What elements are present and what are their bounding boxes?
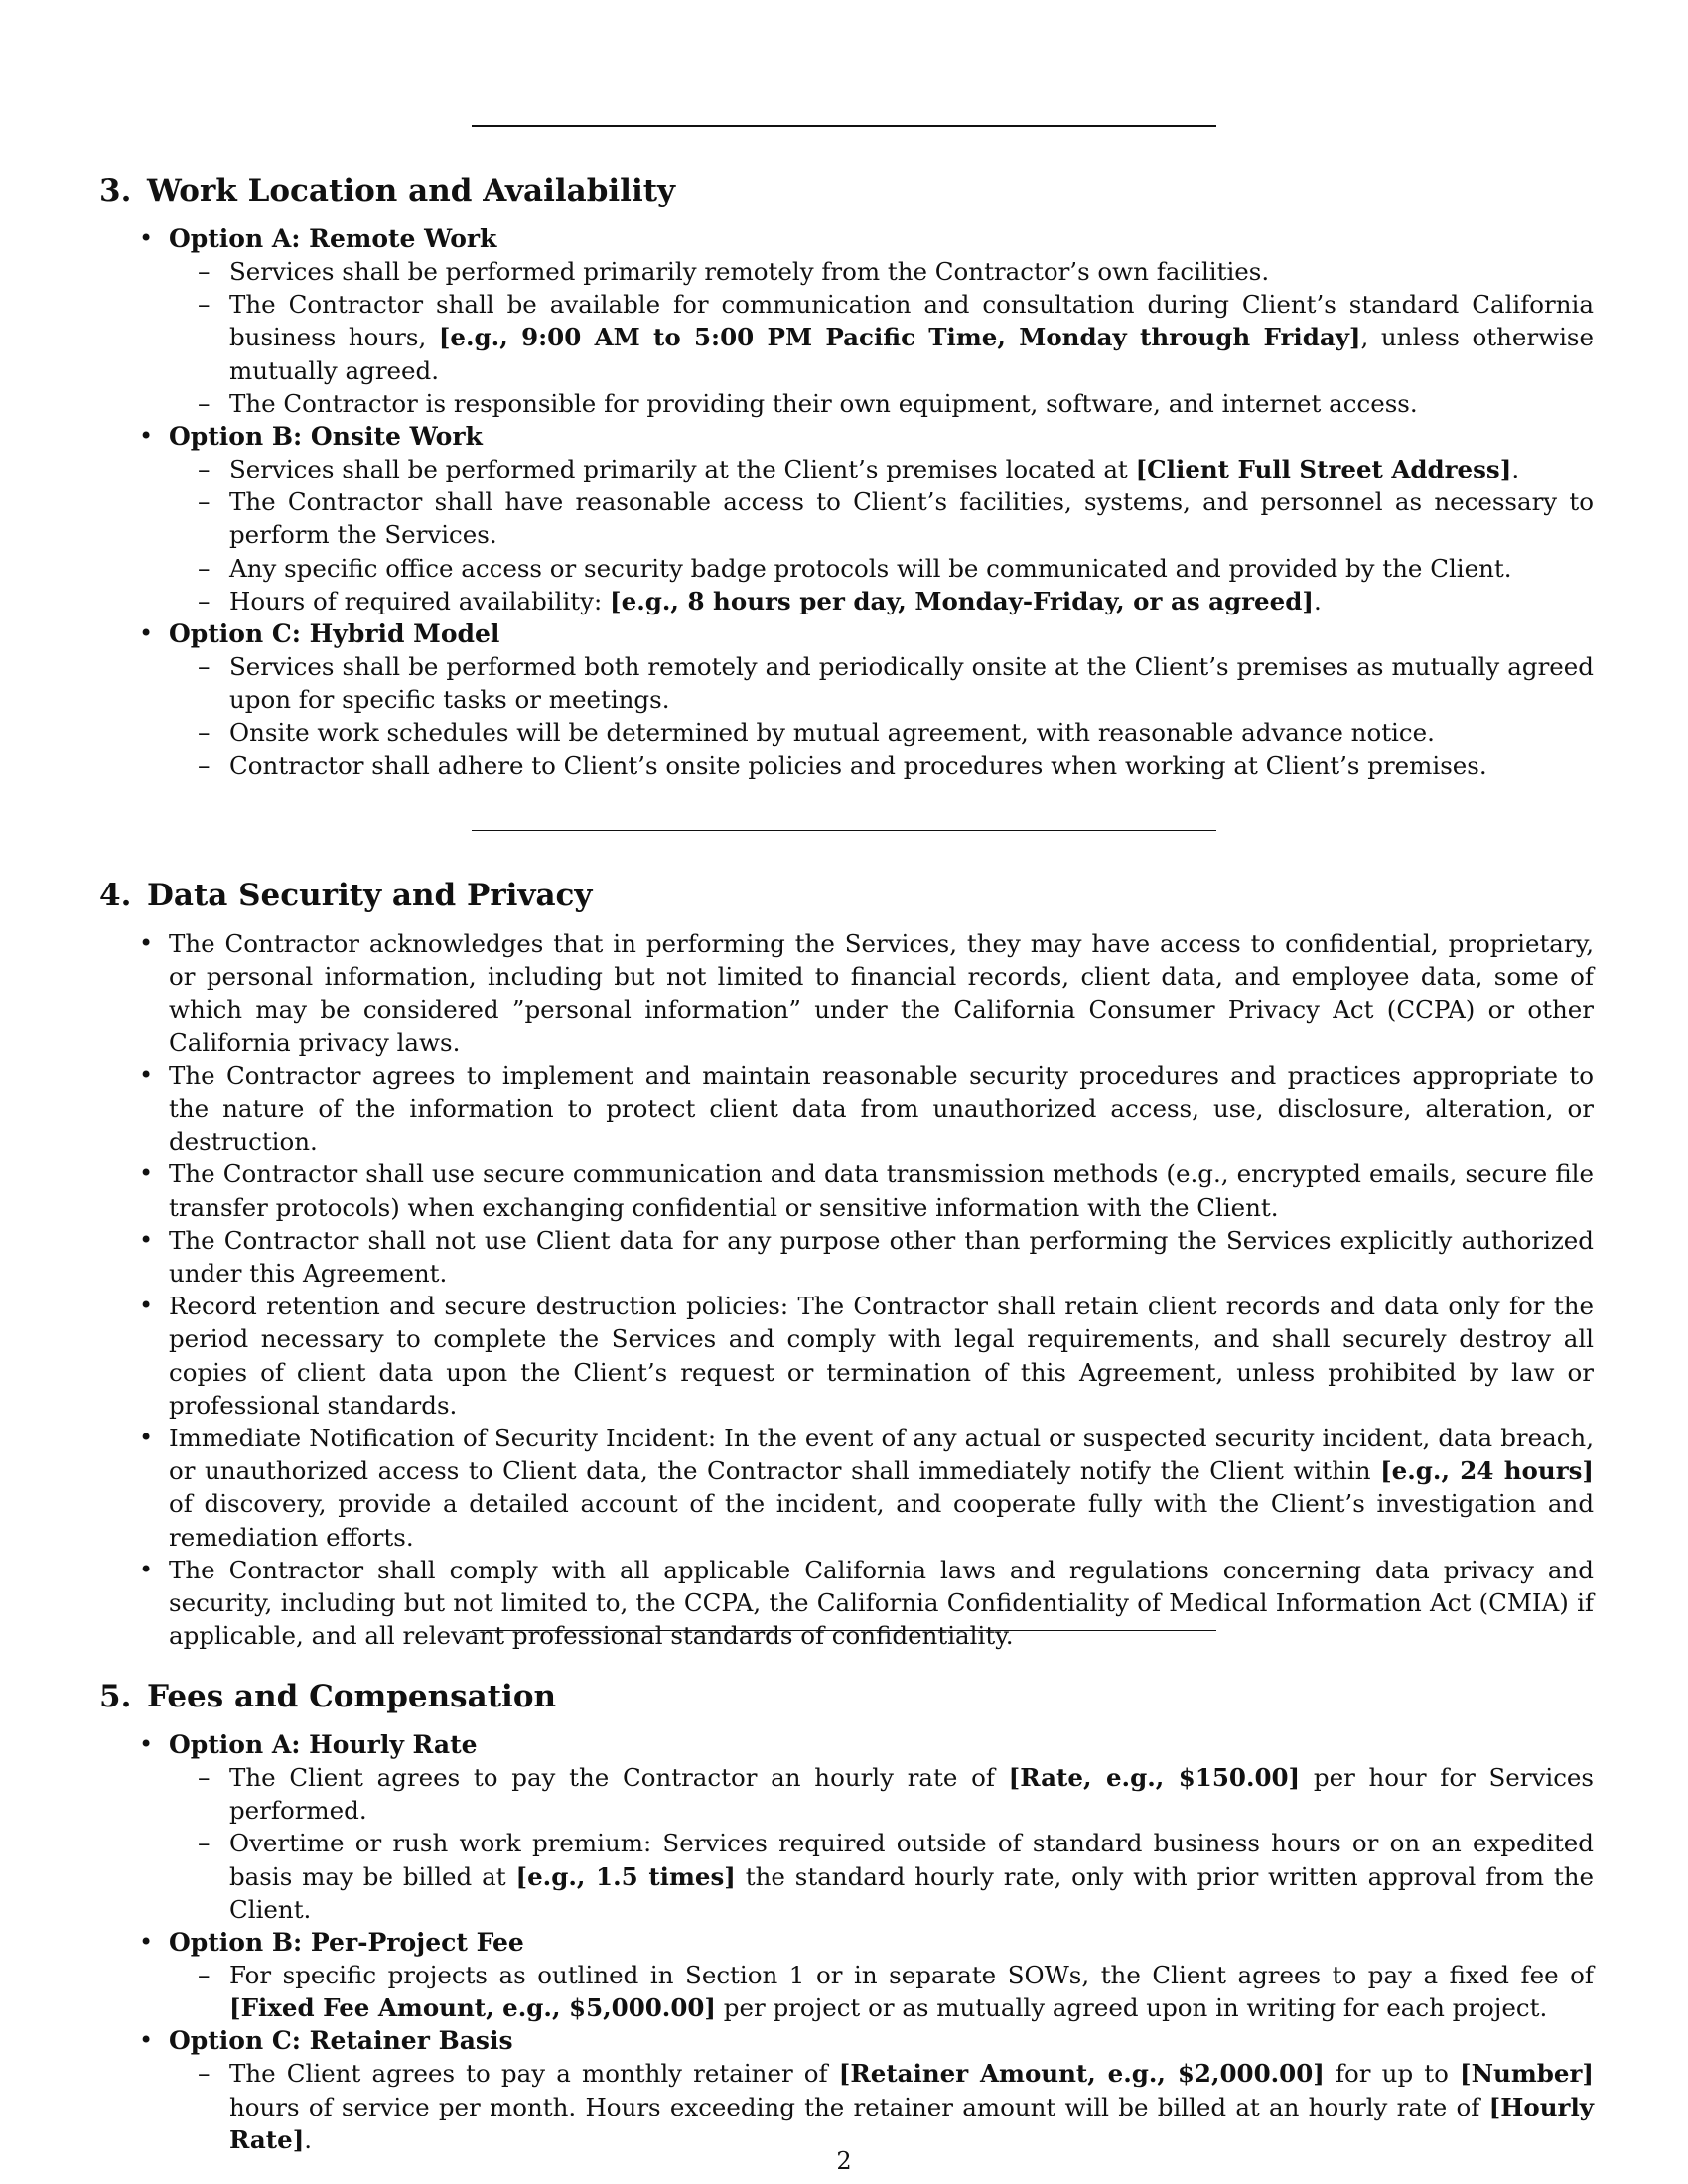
section-title: Data Security and Privacy <box>147 878 593 913</box>
list-item <box>169 2024 1594 2156</box>
list-item: • The Contractor shall use secure communication and data transmission methods (e.g., encrypted emails, secure file transfer protocols) when exchanging confidential or sensitive information with the Client. <box>169 1158 1594 1223</box>
list-item: – Services shall be performed primarily remotely from the Contractor’s own facilities. <box>229 255 1594 288</box>
sub-list <box>169 1761 1594 1926</box>
list-item: – The Client agrees to pay a monthly retainer of [Retainer Amount, e.g., $2,000.00] for up to [Number] hours of service per month. Hours exceeding the retainer amount will be billed at an hourly rate of [Hourly Rate]. <box>229 2057 1594 2156</box>
list-item: • The Contractor shall not use Client data for any purpose other than performing the Services explicitly authorized under this Agreement. <box>169 1224 1594 1290</box>
sub-list <box>169 2057 1594 2156</box>
option-title: • Option A: Hourly Rate <box>169 1730 478 1759</box>
sub-list <box>169 255 1594 420</box>
sub-list <box>169 453 1594 617</box>
list-item: – Services shall be performed both remotely and periodically onsite at the Client’s premises as mutually agreed upon for specific tasks or meetings. <box>229 650 1594 716</box>
list-item: • Immediate Notification of Security Incident: In the event of any actual or suspected security incident, data breach, or unauthorized access to Client data, the Contractor shall immediately notify the Client within [e.g., 24 hours] of discovery, provide a detailed account of the incident, and cooperate fully with the Client’s investigation and remediation efforts. <box>169 1422 1594 1554</box>
section-title: Work Location and Availability <box>147 173 676 208</box>
list-item: – Hours of required availability: [e.g., 8 hours per day, Monday-Friday, or as agreed]. <box>229 585 1594 617</box>
placeholder-field: [e.g., 24 hours] <box>1380 1456 1594 1486</box>
placeholder-field: [Fixed Fee Amount, e.g., $5,000.00] <box>229 1993 716 2023</box>
placeholder-field: [Retainer Amount, e.g., $2,000.00] <box>838 2059 1325 2089</box>
section-5 <box>99 1677 1594 2156</box>
list-item <box>169 1728 1594 1926</box>
sub-list <box>169 1959 1594 2024</box>
section-heading: 3. Work Location and Availability <box>99 173 676 208</box>
list-item: • Record retention and secure destruction policies: The Contractor shall retain client records and data only for the period necessary to complete the Services and comply with legal requirements, and shall securely destroy all copies of client data upon the Client’s request or termination of this Agreement, unless prohibited by law or professional standards. <box>169 1290 1594 1422</box>
bullet-list <box>99 927 1594 1652</box>
placeholder-field: [Number] <box>1460 2059 1594 2089</box>
option-title: • Option C: Hybrid Model <box>169 619 500 649</box>
list-item: • The Contractor agrees to implement and maintain reasonable security procedures and practices appropriate to the nature of the information to protect client data from unauthorized access, use, disclosure, alteration, or destruction. <box>169 1059 1594 1159</box>
placeholder-field: [e.g., 9:00 AM to 5:00 PM Pacific Time, Monday through Friday] <box>438 323 1361 352</box>
placeholder-field: [Rate, e.g., $150.00] <box>1008 1763 1301 1792</box>
sub-list <box>169 650 1594 782</box>
horizontal-rule <box>472 830 1216 831</box>
section-title: Fees and Compensation <box>147 1679 557 1714</box>
list-item: • The Contractor shall comply with all applicable California laws and regulations concerning data privacy and security, including but not limited to, the CCPA, the California Confidentiality of Medical Information Act (CMIA) if applicable, and all relevant professional standards of confidentiality. <box>169 1554 1594 1653</box>
section-4 <box>99 876 1594 1652</box>
option-title: • Option C: Retainer Basis <box>169 2026 513 2056</box>
list-item: – Onsite work schedules will be determined by mutual agreement, with reasonable advance notice. <box>229 716 1594 749</box>
list-item: – Any specific office access or security badge protocols will be communicated and provided by the Client. <box>229 552 1594 585</box>
list-item: • The Contractor acknowledges that in performing the Services, they may have access to confidential, proprietary, or personal information, including but not limited to financial records, client data, and employee data, some of which may be considered ”personal information” under the California Consumer Privacy Act (CCPA) or other California privacy laws. <box>169 927 1594 1059</box>
list-item <box>169 420 1594 617</box>
list-item: – The Contractor shall be available for communication and consultation during Client’s standard California business hours, [e.g., 9:00 AM to 5:00 PM Pacific Time, Monday through Friday], unless otherwise mutually agreed. <box>229 288 1594 387</box>
placeholder-field: [Client Full Street Address] <box>1135 455 1512 484</box>
option-list <box>99 1728 1594 2156</box>
list-item: – The Contractor is responsible for providing their own equipment, software, and internet access. <box>229 387 1594 420</box>
placeholder-field: [e.g., 8 hours per day, Monday-Friday, or as agreed] <box>610 586 1314 615</box>
placeholder-field: [e.g., 1.5 times] <box>515 1861 736 1891</box>
placeholder-field: [Hourly Rate] <box>229 2092 1594 2154</box>
option-title: • Option A: Remote Work <box>169 224 497 253</box>
list-item: – Overtime or rush work premium: Services required outside of standard business hours or on an expedited basis may be billed at [e.g., 1.5 times] the standard hourly rate, only with prior written approval from the Client. <box>229 1827 1594 1926</box>
option-title: • Option B: Per-Project Fee <box>169 1928 524 1958</box>
page-number: 2 <box>836 2147 852 2175</box>
option-title: • Option B: Onsite Work <box>169 422 483 452</box>
list-item <box>169 1926 1594 2024</box>
list-item: – The Contractor shall have reasonable access to Client’s facilities, systems, and personnel as necessary to perform the Services. <box>229 485 1594 551</box>
section-3 <box>99 171 1594 782</box>
list-item: – Contractor shall adhere to Client’s onsite policies and procedures when working at Client’s premises. <box>229 750 1594 782</box>
list-item <box>169 222 1594 420</box>
horizontal-rule <box>472 125 1216 127</box>
list-item: – The Client agrees to pay the Contractor an hourly rate of [Rate, e.g., $150.00] per hour for Services performed. <box>229 1761 1594 1827</box>
list-item: – For specific projects as outlined in Section 1 or in separate SOWs, the Client agrees to pay a fixed fee of [Fixed Fee Amount, e.g., $5,000.00] per project or as mutually agreed upon in writing for each project. <box>229 1959 1594 2024</box>
option-list <box>99 222 1594 782</box>
list-item <box>169 617 1594 782</box>
section-heading: 5. Fees and Compensation <box>99 1679 557 1714</box>
horizontal-rule <box>472 1630 1216 1631</box>
section-heading: 4. Data Security and Privacy <box>99 878 593 913</box>
list-item: – Services shall be performed primarily at the Client’s premises located at [Client Full Street Address]. <box>229 453 1594 485</box>
